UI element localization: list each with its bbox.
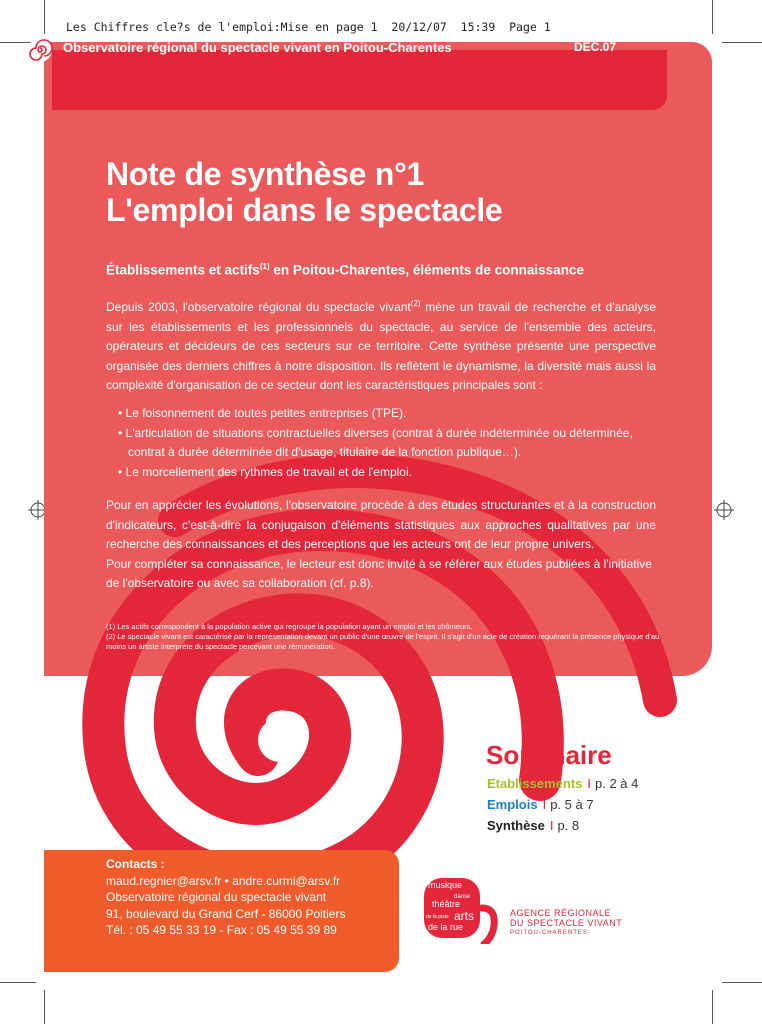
page-title-line-2: L'emploi dans le spectacle	[106, 192, 503, 228]
sommaire-item-label: Synthèse	[487, 818, 545, 833]
print-slug: Les Chiffres cle?s de l'emploi:Mise en page 1 20/12/07 15:39 Page 1	[66, 20, 551, 34]
agency-name	[510, 908, 622, 938]
svg-text:arts: arts	[454, 909, 475, 923]
header-title: Observatoire régional du spectacle vivant en Poitou-Charentes	[63, 40, 452, 55]
sommaire-title: Sommaire	[486, 740, 612, 770]
sommaire-item-label: Etablissements	[487, 776, 583, 791]
svg-text:musique: musique	[428, 880, 463, 890]
sommaire-item-emplois[interactable]	[487, 797, 594, 812]
footnote-1: (1) Les actifs correspondent à la population active qui regroupe la population ayant un emploi et les chômeurs.	[106, 622, 473, 631]
contacts-address: 91, boulevard du Grand Cerf - 86000 Poitiers	[106, 906, 346, 921]
list-item: • Le morcellement des rythmes de travail et de l'emploi.	[118, 464, 412, 479]
svg-text:de la piste: de la piste	[426, 914, 449, 920]
paragraph-2: Pour en apprécier les évolutions, l'observatoire procède à des études structurantes et à la construction d'indicateurs, c'est-à-dire la conjugaison d'éléments statistiques aux approches qualitatives par une recherche des connaissances et des perceptions que les acteurs ont de leur propre univers.	[106, 498, 656, 551]
footnote-2: (2) Le spectacle vivant est caractérisé par la représentation devant un public d'une œuvre de l'esprit. Il s'agit d'un acte de création requérant la présence physique d'au moins un artiste interprète du spectacle percevant une rémunération.	[106, 632, 660, 651]
svg-text:danse: danse	[454, 894, 471, 900]
contacts-box	[44, 850, 399, 972]
evolution-paragraph	[106, 496, 656, 594]
sommaire-item-label: Emplois	[487, 797, 538, 812]
svg-text:théâtre: théâtre	[432, 899, 461, 909]
subtitle-after: en Poitou-Charentes, éléments de connaissance	[269, 262, 584, 278]
sommaire-item-etablissements[interactable]	[487, 776, 638, 791]
separator-bar: I	[587, 776, 591, 791]
agency-logo-icon	[424, 878, 504, 944]
list-item: • L'articulation de situations contractuelles diverses (contrat à durée indéterminée ou déterminée, contrat à durée déterminée dit d'usage, titulaire de la fonction publique…).	[118, 425, 633, 459]
subtitle-footnote-ref: (1)	[259, 262, 270, 271]
sommaire-item-pages: p. 5 à 7	[550, 797, 594, 812]
contacts-emails[interactable]: maud.regnier@arsv.fr • andre.curmi@arsv.fr	[106, 873, 341, 888]
page-title-line-1: Note de synthèse n°1	[106, 156, 425, 192]
subtitle-before: Établissements et actifs	[106, 262, 260, 278]
agency-line-2: DU SPECTACLE VIVANT	[510, 918, 623, 928]
intro-paragraph	[106, 294, 656, 396]
contacts-text	[106, 856, 345, 939]
characteristics-list	[118, 404, 658, 482]
footnotes	[106, 622, 666, 652]
contacts-label: Contacts :	[106, 857, 165, 871]
list-item: • Le foisonnement de toutes petites entreprises (TPE).	[118, 406, 407, 420]
intro-after: mène un travail de recherche et d'analyse sur les établissements et les professionnels du spectacle, au service de l'ensemble des acteurs, opérateurs et décideurs de ces secteurs sur ce territoire. Cette synthèse présente une perspective organisée des derniers chiffres à notre disposition. Ils reflètent le dynamisme, la diversité mais aussi la complexité d'organisation de ce secteur dont les caractéristiques principales sont :	[106, 300, 657, 392]
agency-line-1: AGENCE RÉGIONALE	[510, 908, 612, 918]
sommaire-item-synthese[interactable]	[487, 818, 579, 833]
sommaire-item-pages: p. 8	[557, 818, 580, 833]
agency-line-3: POITOU-CHARENTES	[510, 930, 588, 936]
sommaire-item-pages: p. 2 à 4	[595, 776, 639, 791]
paragraph-3: Pour compléter sa connaissance, le lecteur est donc invité à se référer aux études publiées à l'initiative de l'observatoire ou avec sa collaboration (cf. p.8).	[106, 556, 652, 590]
contacts-org: Observatoire régional du spectacle vivant	[106, 890, 327, 904]
intro-footnote-ref: (2)	[410, 299, 421, 308]
intro-before: Depuis 2003, l'observatoire régional du spectacle vivant	[106, 300, 411, 314]
subtitle	[106, 262, 584, 278]
separator-bar: I	[549, 818, 554, 833]
contacts-phone: Tél. : 05 49 55 33 19 - Fax : 05 49 55 39 89	[106, 923, 337, 937]
header-date: DÉC.07	[574, 40, 617, 54]
svg-text:de la rue: de la rue	[428, 922, 464, 932]
separator-bar: I	[542, 797, 547, 812]
